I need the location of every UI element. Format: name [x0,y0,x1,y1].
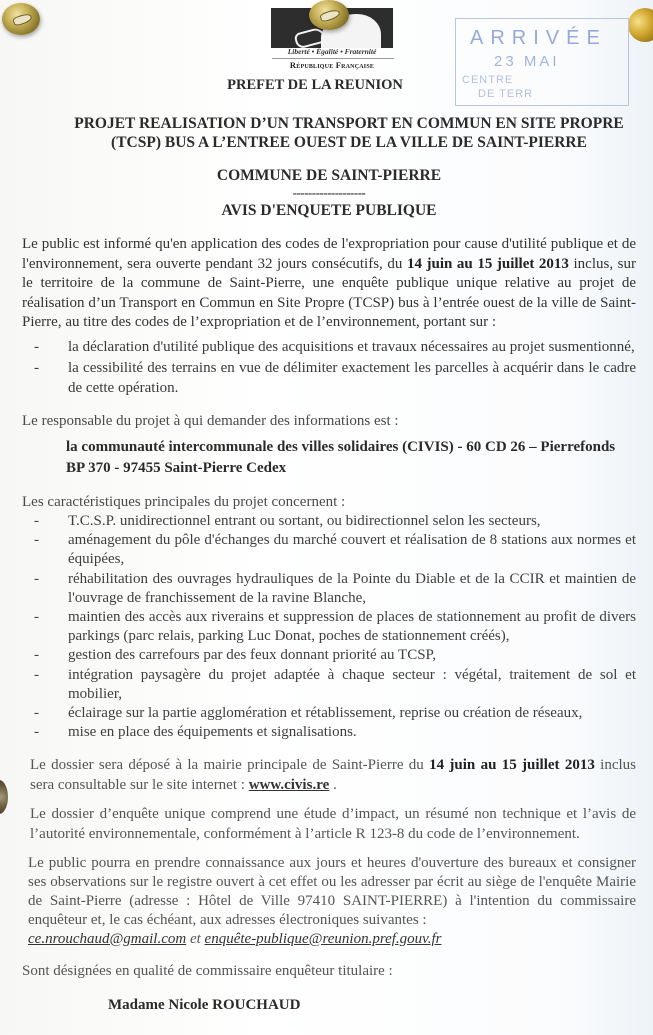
project-title [62,114,636,152]
intro-paragraph: Le public est informé qu'en application des codes de l'expropriation pour cause d'utilité publique et de l'environnement, sera ouverte pendant 32 jours consécutifs, du 14 juin au 15 juillet 2013 inclus, sur le territoire de la commune de Saint-Pierre, une enquête publique unique relative au projet de réalisation d’un Transport en Commun en Site Propre (TCSP) bus à l’entrée ouest de la ville de Saint-Pierre, au titre des codes de l’expropriation et de l’environnement, portant sur : [22,236,636,330]
list-item: - réhabilitation des ouvrages hydrauliques de la Pointe du Diable et de la CCIR et maintien de l'ouvrage de franchissement de la ravine Blanche, [34,570,636,606]
website-link[interactable]: www.civis.re [248,776,330,793]
divider [272,58,394,59]
dossier-paragraph: Le dossier sera déposé à la mairie principale de Saint-Pierre du 14 juin au 15 juillet 2013 inclus sera consultable sur le site internet : www.civis.re . [30,757,637,793]
prefecture-heading: PREFET DE LA REUNION [227,77,403,93]
stamp-line: ARRIVÉE [470,27,607,49]
project-title-line: PROJET REALISATION D’UN TRANSPORT EN COMMUN EN SITE PROPRE [74,115,624,132]
list-item: - éclairage sur la partie agglomération et rétablissement, reprise ou création de réseaux, [34,705,583,722]
arrival-stamp [455,18,629,106]
stamp-line: CENTRE [462,74,514,86]
list-item: - gestion des carrefours par des feux donnant priorité au TCSP, [34,647,436,664]
inquiry-dates: 14 juin au 15 juillet 2013 [406,255,569,272]
list-item: - maintien des accès aux riverains et suppression de places de stationnement au profit de divers parkings (parc relais, parking Luc Donat, poches de stationnement créés), [34,609,636,645]
separator: ------------------- [292,185,366,200]
responsible-address-line: la communauté intercommunale des villes solidaires (CIVIS) - 60 CD 26 – Pierrefonds [66,438,616,455]
commissioner-name: Madame Nicole ROUCHAUD [108,996,301,1013]
list-item: - aménagement du pôle d'échanges du marché couvert et réalisation de 8 stations aux normes et équipées, [34,532,636,568]
email-link-prefecture[interactable]: enquête-publique@reunion.pref.gouv.fr [204,930,442,947]
email-link-commissioner[interactable]: ce.nrouchaud@gmail.com [28,930,187,947]
characteristics-list [22,512,636,742]
dossier-contents-paragraph: Le dossier d’enquête unique comprend une étude d’impact, un résumé non technique et l’avis de l’autorité environnementale, conformément à l’article R 123-8 du code de l’environnement. [30,806,636,842]
list-item: - T.C.S.P. unidirectionnel entrant ou sortant, ou bidirectionnel selon les secteurs, [34,513,541,529]
list-item: - mise en place des équipements et signalisations. [34,724,357,741]
dossier-dates: 14 juin au 15 juillet 2013 [429,757,595,774]
stamp-date: 23 MAI [494,53,560,70]
observations-paragraph: Le public pourra en prendre connaissance aux jours et heures d'ouverture des bureaux et consigner ses observations sur le registre ouvert à cet effet ou les adresser par écrit au siège de l'enquête Mairie de Saint-Pierre (adresse : Hôtel de Ville 97410 SAINT-PIERRE) à l'intention du commissaire enquêteur et, le cas échéant, aux adresses électroniques suivantes : ce.nrouchaud@gmail.com et enquête-publique@reunion.pref.gouv.fr [28,855,636,947]
notice-heading: AVIS D'ENQUETE PUBLIQUE [221,202,437,219]
characteristics-label: Les caractéristiques principales du projet concernent : [22,493,346,510]
list-item: - la déclaration d'utilité publique des acquisitions et travaux nécessaires au projet susmentionné, [34,338,635,355]
project-title-line: (TCSP) BUS A L’ENTREE OUEST DE LA VILLE DE SAINT-PIERRE [111,134,587,151]
list-item: - la cessibilité des terrains en vue de délimiter exactement les parcelles à acquérir dans le cadre de cette opération. [34,360,636,396]
republic-name: République Française [289,60,375,70]
list-item: - intégration paysagère du projet adaptée à chaque secteur : végétal, traitement de sol et mobilier, [34,666,636,702]
commissioner-label: Sont désignées en qualité de commissaire enquêteur titulaire : [22,963,393,980]
republic-motto: Liberté • Égalité • Fraternité [287,47,377,56]
stamp-line: DE TERR [478,88,534,100]
scope-list [22,338,636,399]
thumbtack-pin-icon [309,0,349,30]
commune-heading: COMMUNE DE SAINT-PIERRE [216,167,442,184]
responsible-label: Le responsable du projet à qui demander des informations est : [22,413,399,429]
notice-body [0,108,653,1035]
responsible-address-line: BP 370 - 97455 Saint-Pierre Cedex [66,459,287,476]
